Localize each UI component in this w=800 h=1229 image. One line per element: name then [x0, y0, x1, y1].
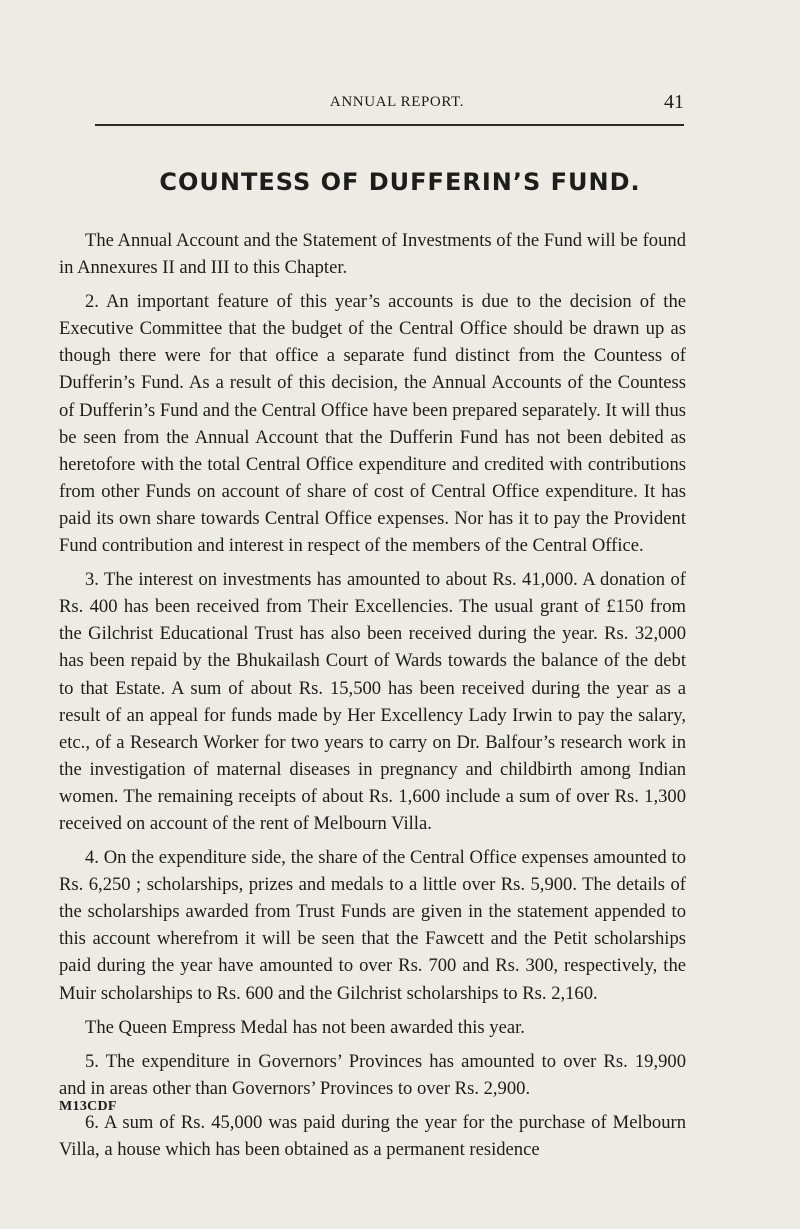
paragraph-2: 2. An important feature of this year’s accounts is due to the decision of the Executive Committee that the budget of the Central Office should be drawn up as though there were for that office a separate fund distinct from the Countess of Dufferin’s Fund. As a result of this decision, the Annual Accounts of the Countess of Dufferin’s Fund and the Central Office have been prepared separately. It will thus be seen from the Annual Account that the Dufferin Fund has not been debited as heretofore with the total Central Office expenditure and credited with contributions from other Funds on account of share of cost of Central Office expenditure. It has paid its own share towards Central Office expenses. Nor has it to pay the Provident Fund contribution and interest in respect of the members of the Central Office. [59, 291, 686, 557]
paragraph-4: 4. On the expenditure side, the share of the Central Office expenses amounted to Rs. 6,250 ; scholarships, prizes and medals to a little over Rs. 5,900. The details of the scholarships awarded from Trust Funds are given in the statement appended to this account wherefrom it will be seen that the Fawcett and the Petit scholarships paid during the year have amounted to over Rs. 700 and Rs. 300, respectively, the Muir scholarships to Rs. 600 and the Gilchrist scholarships to Rs. 2,160. [59, 847, 686, 1004]
body-text [59, 227, 686, 1170]
paragraph-6: 6. A sum of Rs. 45,000 was paid during the year for the purchase of Melbourn Villa, a house which has been obtained as a permanent residence [59, 1111, 686, 1160]
paragraph-intro: The Annual Account and the Statement of Investments of the Fund will be found in Annexures II and III to this Chapter. [59, 230, 686, 279]
paragraph-5: 5. The expenditure in Governors’ Provinces has amounted to over Rs. 19,900 and in areas other than Governors’ Provinces to over Rs. 2,900. [59, 1050, 686, 1099]
printer-code: M13CDF [59, 1099, 117, 1114]
paragraph-3: 3. The interest on investments has amounted to about Rs. 41,000. A donation of Rs. 400 has been received from Their Excellencies. The usual grant of £150 from the Gilchrist Educational Trust has also been received during the year. Rs. 32,000 has been repaid by the Bhukailash Court of Wards towards the balance of the debt to that Estate. A sum of about Rs. 15,500 has been received during the year as a result of an appeal for funds made by Her Excellency Lady Irwin to pay the salary, etc., of a Research Worker for two years to carry on Dr. Balfour’s research work in the investigation of maternal diseases in pregnancy and childbirth among Indian women. The remaining receipts of about Rs. 1,600 include a sum of over Rs. 1,300 received on account of the rent of Melbourn Villa. [59, 569, 686, 834]
page-number: 41 [664, 91, 684, 113]
paragraph-queen-empress-medal: The Queen Empress Medal has not been awarded this year. [85, 1016, 525, 1038]
header-rule [95, 124, 684, 126]
running-header [110, 92, 684, 114]
chapter-title: COUNTESS OF DUFFERIN’S FUND. [159, 168, 641, 196]
running-title: ANNUAL REPORT. [329, 94, 465, 110]
